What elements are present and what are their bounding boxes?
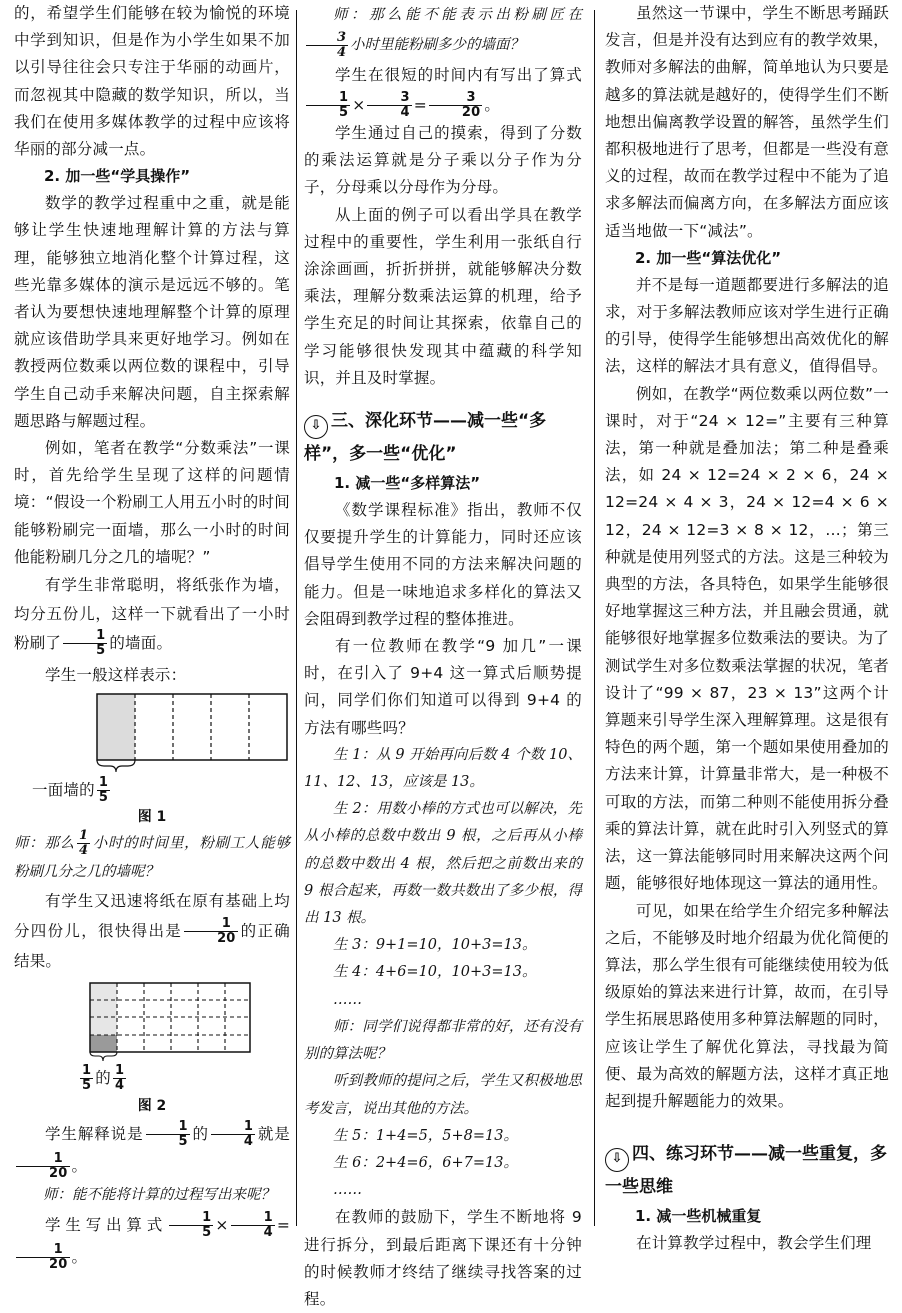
subheading: 1. 减一些“多样算法”: [334, 474, 481, 493]
denominator: 5: [96, 643, 106, 659]
brace: [97, 760, 135, 772]
paragraph: 的，希望学生们能够在较为愉悦的环境中学到知识，但是作为小学生如果不加以引导往往会只专注于华丽的动画片，而忽视其中隐藏的数学知识，所以，当我们在使用多媒体教学的过程中应该将华丽的部分减一点。: [14, 4, 290, 159]
operator: =: [276, 1216, 290, 1235]
denominator: 4: [337, 44, 347, 60]
figure-note: [14, 775, 290, 805]
column-2: [304, 0, 582, 1313]
fraction: [306, 91, 350, 120]
text: 式: [566, 66, 582, 84]
denominator: 4: [400, 105, 410, 120]
figure-caption: 图 2: [137, 1098, 167, 1115]
text: 小时的时间里，粉刷工人能够粉刷几分之几的墙呢？: [14, 835, 291, 881]
text: 师：那么能不能表示出粉刷匠在: [333, 7, 582, 23]
numerator: 3: [306, 31, 348, 46]
paragraph: 虽然这一节课中，学生不断思考踊跃发言，但是并没有达到应有的教学效果，教师对多解法的曲解，简单地认为只要是越多的算法就是越好的，使得学生们不断地想出偏离教学设置的解答，虽然学生们都积极地进行了思考，但都是一些没有意义的过程，故而在教学过程中不能为了追求多解法而偏离方向，在多解法方面应该适当地做一下“减法”。: [605, 4, 889, 240]
column-divider: [594, 10, 595, 1226]
brace: [90, 1052, 117, 1061]
text: 。: [71, 1157, 88, 1176]
numerator: 1: [231, 1211, 275, 1226]
text: 学生写出算式: [45, 1216, 168, 1235]
paragraph: [14, 571, 290, 658]
student-answer: 生 2：用数小棒的方式也可以解决，先从小棒的总数中数出 9 根，之后再从小棒的总数中数出 4 根，然后把之前数出来的 9 根合起来，再数一数共数出了多少根，得出 13 根。: [304, 801, 582, 927]
text: 有学生又迅速将纸在原有基础上均分四份儿，很快得出是: [14, 892, 290, 941]
numerator: 1: [63, 629, 107, 644]
fraction: [429, 91, 483, 120]
text: 小时里能粉刷多少的墙面？: [350, 37, 525, 53]
text: 的正确结果。: [14, 922, 290, 971]
student-answer: 生 5：1+4=5，5+8=13。: [333, 1127, 519, 1144]
subheading: 1. 减一些机械重复: [635, 1207, 762, 1226]
denominator: 20: [49, 1166, 68, 1182]
denominator: 20: [461, 105, 481, 120]
operator: ×: [352, 96, 366, 114]
denominator: 5: [339, 105, 349, 120]
numerator: 3: [429, 91, 483, 106]
fraction: [231, 1211, 275, 1240]
section-heading: [605, 1139, 889, 1203]
text: 学生在很短的时间内有写出了算: [335, 66, 567, 84]
fraction: [16, 1152, 70, 1181]
paragraph: 学生一般这样表示：: [45, 666, 187, 685]
shaded-fifth: [90, 983, 117, 1035]
paragraph: 听到教师的提问之后，学生又积极地思考发言，说出其他的方法。: [304, 1073, 582, 1117]
numerator: 1: [78, 828, 88, 844]
shaded-twentieth: [90, 1035, 117, 1052]
figure-1: [72, 693, 290, 773]
paragraph: 《数学课程标准》指出，教师不仅仅要提升学生的计算能力，同时还应该倡导学生使用不同的方法来解决问题的能力。但是一味地追求多样化的算法又会阻碍到教学过程的整体推进。: [304, 501, 582, 628]
operator: =: [413, 96, 427, 114]
text: 的墙面。: [109, 634, 173, 653]
column-1: [14, 0, 290, 1273]
paragraph: [14, 886, 290, 976]
fraction: [169, 1211, 213, 1240]
paragraph: [14, 1209, 290, 1273]
fraction: [211, 1120, 255, 1149]
ellipsis: ……: [333, 991, 362, 1008]
teacher-question: 师：能不能将计算的过程写出来呢？: [43, 1187, 275, 1204]
fraction: [113, 1064, 126, 1093]
paragraph: [304, 60, 582, 120]
numerator: 1: [306, 91, 350, 106]
paragraph: 可见，如果在给学生介绍完多种解法之后，不能够及时地介绍最为优化简便的算法，那么学生很有可能继续使用较为低级原始的算法来进行计算，故而，在引导学生拓展思路使用多种算法解题的同时，应该让学生了解优化算法，寻找最为简便、最为高效的解题方法，这样才真正地起到提升解题能力的效果。: [605, 901, 889, 1110]
numerator: 1: [146, 1120, 190, 1135]
paragraph: 在计算教学过程中，教会学生们理: [636, 1234, 872, 1253]
denominator: 4: [114, 1078, 125, 1094]
numerator: 1: [184, 917, 238, 932]
fraction: [306, 31, 348, 60]
fraction: [97, 776, 110, 805]
fraction: [77, 829, 90, 858]
arrow-circle-icon: ⇩: [605, 1148, 629, 1172]
student-answer: 生 6：2+4=6，6+7=13。: [333, 1154, 519, 1171]
text: 。: [484, 96, 501, 114]
teacher-question: 师：同学们说得都非常的好，还有没有别的算法呢？: [304, 1018, 582, 1063]
paragraph: 从上面的例子可以看出学具在教学过程中的重要性，学生利用一张纸自行涂涂画画，折折拼拼，就能够解决分数乘法，理解分数乘法运算的机理，给予学生充足的时间让其探索，依靠自己的学习能够很快发现其中蕴藏的科学知识，并且及时掌握。: [304, 205, 582, 387]
numerator: 1: [114, 1063, 125, 1079]
paragraph: 有一位教师在教学“9 加几”一课时，在引入了 9+4 这一算式后顺势提问，同学们你们知道可以得到 9+4 的方法有哪些吗？: [304, 637, 582, 737]
arrow-circle-icon: ⇩: [304, 415, 328, 439]
figure-1-diagram: [72, 693, 292, 773]
numerator: 1: [16, 1243, 70, 1258]
teacher-question: [14, 829, 290, 886]
text: 学生解释说是: [45, 1125, 144, 1144]
column-divider: [296, 10, 297, 1226]
paragraph: 例如，笔者在教学“分数乘法”一课时，首先给学生呈现了这样的问题情境：“假设一个粉刷工人用五小时的时间能够粉刷完一面墙，那么一小时的时间他能粉刷几分之几的墙呢？”: [14, 439, 290, 566]
paragraph: [14, 1118, 290, 1182]
numerator: 1: [98, 775, 109, 791]
teacher-question: [304, 0, 582, 60]
text: 的: [95, 1069, 111, 1088]
denominator: 5: [202, 1225, 212, 1241]
numerator: 1: [211, 1120, 255, 1135]
paragraph: 例如，在教学“两位数乘以两位数”一课时，对于“24 × 12=”主要有三种算法，第一种就是叠加法；第二种是叠乘法，如 24 × 12=24 × 2 × 6，24 × 12=24 × 4 × 3，24 × 12=4 × 6 × 12，24 × 12=3 × 8 × 12，…；第三种就是使用列竖式的方法。这是三种较为典型的方法，各具特色，如果学生能够很好地掌握这三种方法，并且融会贯通，就能够很好地掌握多位数乘法的要诀。为了测试学生对多位数乘法掌握的状况，笔者设计了“99 × 87，23 × 13”这两个计算题来引导学生深入理解算理。这是很有特色的两个题，第一个题如果使用叠加的方法来计算，计算量非常大，是一种极不可取的方法，而第二种则不能使用拆分叠乘的算法计算，就在此时引入列竖式的算法，这一算法能够同时用来解决这两个问题，能够很好地体现这一算法的通用性。: [605, 384, 889, 893]
text: 有学生非常聪明，将纸张作为墙，均分五份儿，这样一下就看出了一小时粉刷了: [14, 576, 290, 653]
student-answer: 生 1：从 9 开始再向后数 4 个数 10、11、12、13，应该是 13。: [304, 746, 582, 791]
operator: ×: [215, 1216, 229, 1235]
text: 一面墙的: [32, 781, 95, 800]
text: 的: [191, 1125, 209, 1144]
denominator: 5: [82, 1078, 92, 1094]
figure-note: [14, 1062, 290, 1094]
numerator: 1: [82, 1063, 92, 1079]
text: 。: [71, 1248, 88, 1267]
subheading: 2. 加一些“学具操作”: [44, 167, 191, 186]
section-title: 四、练习环节——减一些重复，多一些思维: [605, 1144, 887, 1198]
denominator: 5: [178, 1134, 188, 1150]
figure-caption: 图 1: [137, 809, 167, 826]
student-answer: 生 3：9+1=10，10+3=13。: [333, 937, 537, 954]
numerator: 3: [367, 91, 411, 106]
fraction: [80, 1064, 93, 1093]
figure-2-grid: [86, 982, 256, 1062]
denominator: 20: [49, 1257, 68, 1273]
ellipsis: ……: [333, 1182, 362, 1199]
paragraph: 在教师的鼓励下，学生不断地将 9 进行拆分，到最后距离下课还有十分钟的时候教师才终结了继续寻找答案的过程。: [304, 1208, 582, 1308]
denominator: 5: [98, 790, 109, 806]
text: 师：那么: [14, 835, 75, 852]
column-3: [605, 0, 889, 1257]
student-answer: 生 4：4+6=10，10+3=13。: [333, 964, 537, 981]
section-heading: [304, 406, 582, 470]
paragraph: 数学的教学过程重中之重，就是能够让学生快速地理解计算的方法与算理，能够独立地消化整个计算过程，这些光靠多媒体的演示是远远不够的。笔者认为要想快速地理解整个计算的原理就应该借助学具来更好地学习。例如在教授两位数乘以两位数的课程中，引导学生自己动手来解决问题，自主探索解题思路与解题过程。: [14, 194, 290, 430]
numerator: 1: [16, 1152, 70, 1167]
fraction: [63, 629, 107, 658]
denominator: 20: [217, 931, 236, 947]
denominator: 4: [243, 1134, 254, 1150]
fraction: [146, 1120, 190, 1149]
text: 就是: [257, 1125, 290, 1144]
denominator: 4: [78, 843, 88, 859]
numerator: 1: [169, 1211, 213, 1226]
subheading: 2. 加一些“算法优化”: [635, 248, 782, 267]
figure-2: [86, 982, 290, 1062]
fraction: [367, 91, 411, 120]
shaded-part: [97, 694, 135, 760]
denominator: 4: [263, 1225, 273, 1241]
fraction: [16, 1243, 70, 1272]
section-title: 三、深化环节——减一些“多样”，多一些“优化”: [304, 411, 547, 465]
fraction: [184, 917, 238, 946]
paragraph: 并不是每一道题都要进行多解法的追求，对于多解法教师应该对学生进行正确的引导，使得学生能够想出高效优化的解法，这样的解法才具有意义，值得倡导。: [605, 275, 889, 376]
paragraph: 学生通过自己的摸索，得到了分数的乘法运算就是分子乘以分子作为分子，分母乘以分母作为分母。: [304, 124, 582, 197]
